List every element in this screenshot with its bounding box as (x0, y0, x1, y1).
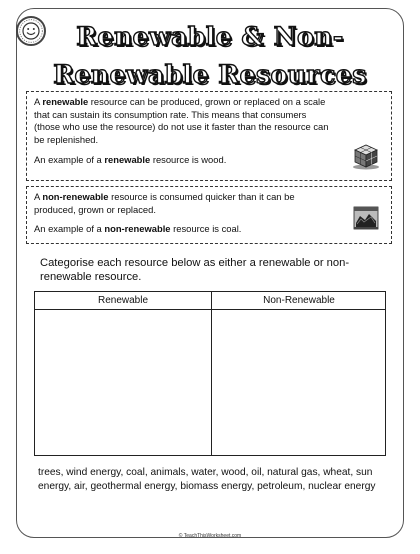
keyword-renewable: renewable (42, 96, 89, 107)
keyword-renewable-example: renewable (104, 154, 151, 165)
coal-icon (351, 203, 381, 233)
title-line-1: Renewable & Non- (76, 22, 344, 51)
page-title (40, 18, 380, 94)
keyword-nonrenewable-example: non-renewable (104, 223, 171, 234)
wood-cube-icon (351, 142, 381, 170)
nonrenewable-definition-box (26, 186, 392, 244)
instruction-text: Categorise each resource below as either a renewable or non-renewable resource. (40, 257, 350, 283)
renewable-definition-box (26, 91, 392, 181)
nonrenewable-example: An example of a non-renewable resource is coal. (34, 223, 242, 234)
footer-copyright: © TeachThisWorksheet.com (178, 533, 242, 539)
header-renewable: Renewable (97, 295, 149, 306)
header-nonrenewable: Non-Renewable (263, 295, 335, 306)
renewable-example: An example of a renewable resource is wood. (34, 154, 227, 165)
resource-list: trees, wind energy, coal, animals, water, wood, oil, natural gas, wheat, sun energy, air, geothermal energy, biomass energy, petroleum, nuclear energy (38, 467, 376, 492)
title-line-2: Renewable Resources (53, 60, 367, 89)
nonrenewable-definition: A non-renewable resource is consumed quicker than it can be produced, grown or replaced. (34, 191, 295, 215)
renewable-answer-cell[interactable] (35, 310, 211, 455)
renewable-definition: A renewable resource can be produced, grown or replaced on a scale that can sustain its consumption rate. This means that consumers (those who use the resource) do not use it faster than the resource can be replenished. (34, 96, 329, 145)
categorise-table (34, 291, 386, 456)
keyword-nonrenewable: non-renewable (42, 191, 109, 202)
nonrenewable-answer-cell[interactable] (212, 310, 386, 455)
